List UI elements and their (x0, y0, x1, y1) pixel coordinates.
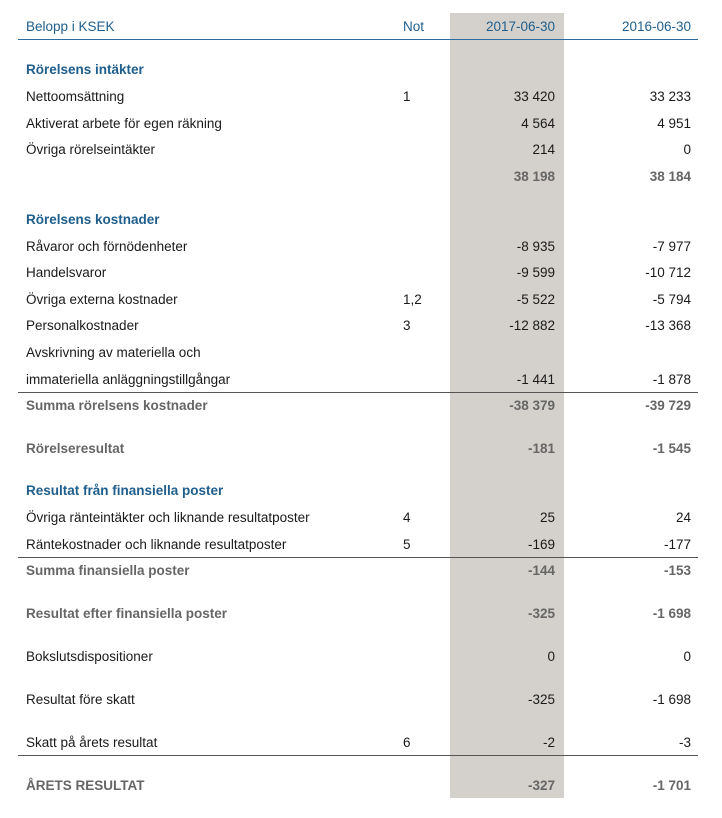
subtotal-row (18, 166, 698, 188)
header-rule (18, 39, 698, 40)
row-label: Rörelseresultat (26, 441, 125, 456)
divider (18, 557, 698, 558)
table-row (18, 507, 698, 529)
table-row (18, 113, 698, 135)
subtotal-2016: 38 184 (649, 169, 691, 184)
row-label: Resultat efter finansiella poster (26, 606, 228, 621)
divider (18, 392, 698, 393)
section-title-kostnader (18, 209, 698, 231)
header-label: Belopp i KSEK (26, 19, 115, 34)
row-label: Räntekostnader och liknande resultatposter (26, 537, 287, 552)
section-title-label: Rörelsens intäkter (26, 62, 144, 77)
row-value-2017: 4 564 (521, 116, 555, 131)
table-row (18, 689, 698, 711)
row-label: Summa finansiella poster (26, 563, 190, 578)
row-note: 4 (403, 510, 411, 525)
row-value-2017: -38 379 (509, 398, 555, 413)
divider (18, 755, 698, 756)
row-label: Avskrivning av materiella och (26, 345, 201, 360)
row-note: 6 (403, 735, 411, 750)
row-value-2016: -5 794 (652, 292, 691, 307)
table-row (18, 646, 698, 668)
total-row (18, 560, 698, 582)
row-value-2017: 33 420 (513, 89, 555, 104)
total-row (18, 603, 698, 625)
row-label: Övriga ränteintäkter och liknande resultatposter (26, 510, 310, 525)
row-value-2016: -13 368 (645, 318, 691, 333)
row-value-2016: -1 698 (652, 606, 691, 621)
row-label: Handelsvaror (26, 265, 107, 280)
header-note: Not (403, 19, 425, 34)
row-value-2017: -9 599 (516, 265, 555, 280)
row-label: Aktiverat arbete för egen räkning (26, 116, 222, 131)
table-row (18, 289, 698, 311)
row-value-2016: 33 233 (649, 89, 691, 104)
row-value-2016: -10 712 (645, 265, 691, 280)
table-row (18, 139, 698, 161)
row-value-2017: 0 (547, 649, 555, 664)
row-value-2017: -8 935 (516, 239, 555, 254)
row-value-2017: -12 882 (509, 318, 555, 333)
row-label: Övriga externa kostnader (26, 292, 178, 307)
row-label: immateriella anläggningstillgångar (26, 372, 231, 387)
row-value-2016: -1 698 (652, 692, 691, 707)
row-label: ÅRETS RESULTAT (26, 778, 145, 793)
row-value-2016: -3 (678, 735, 691, 750)
row-label: Nettoomsättning (26, 89, 125, 104)
row-value-2016: -39 729 (645, 398, 691, 413)
row-label: Resultat före skatt (26, 692, 135, 707)
row-value-2017: -5 522 (516, 292, 555, 307)
table-row (18, 236, 698, 258)
table-row (18, 315, 698, 337)
table-header (18, 16, 698, 38)
row-value-2017: -169 (527, 537, 555, 552)
row-value-2017: -181 (527, 441, 555, 456)
row-value-2016: 0 (683, 142, 691, 157)
row-value-2016: 24 (675, 510, 691, 525)
row-note: 5 (403, 537, 411, 552)
row-value-2017: -325 (527, 606, 555, 621)
row-note: 1 (403, 89, 411, 104)
table-row (18, 732, 698, 754)
row-label: Skatt på årets resultat (26, 735, 158, 750)
total-row (18, 395, 698, 417)
section-title-intakter (18, 59, 698, 81)
total-row (18, 438, 698, 460)
row-value-2016: -153 (663, 563, 691, 578)
row-value-2016: -1 701 (652, 778, 691, 793)
section-title-label: Rörelsens kostnader (26, 212, 160, 227)
row-note: 3 (403, 318, 411, 333)
table-row (18, 342, 698, 364)
header-col-2016: 2016-06-30 (621, 19, 691, 34)
subtotal-2017: 38 198 (513, 169, 555, 184)
row-value-2016: 0 (683, 649, 691, 664)
table-row (18, 369, 698, 391)
row-label: Råvaror och förnödenheter (26, 239, 188, 254)
row-value-2017: 25 (539, 510, 555, 525)
row-label: Bokslutsdispositioner (26, 649, 153, 664)
grand-total-row (18, 775, 698, 797)
row-note: 1,2 (403, 292, 422, 307)
row-label: Övriga rörelseintäkter (26, 142, 156, 157)
header-col-2017: 2017-06-30 (485, 19, 555, 34)
row-value-2016: -177 (663, 537, 691, 552)
row-value-2017: -144 (527, 563, 555, 578)
row-value-2017: 214 (532, 142, 555, 157)
row-label: Summa rörelsens kostnader (26, 398, 208, 413)
row-value-2017: -2 (542, 735, 555, 750)
table-row (18, 262, 698, 284)
row-value-2017: -325 (527, 692, 555, 707)
section-title-label: Resultat från finansiella poster (26, 483, 224, 498)
row-value-2016: -1 545 (652, 441, 691, 456)
row-value-2017: -1 441 (516, 372, 555, 387)
table-row (18, 534, 698, 556)
row-value-2017: -327 (527, 778, 555, 793)
row-label: Personalkostnader (26, 318, 139, 333)
row-value-2016: -1 878 (652, 372, 691, 387)
section-title-finansiella (18, 480, 698, 502)
row-value-2016: 4 951 (657, 116, 691, 131)
table-row (18, 86, 698, 108)
row-value-2016: -7 977 (652, 239, 691, 254)
